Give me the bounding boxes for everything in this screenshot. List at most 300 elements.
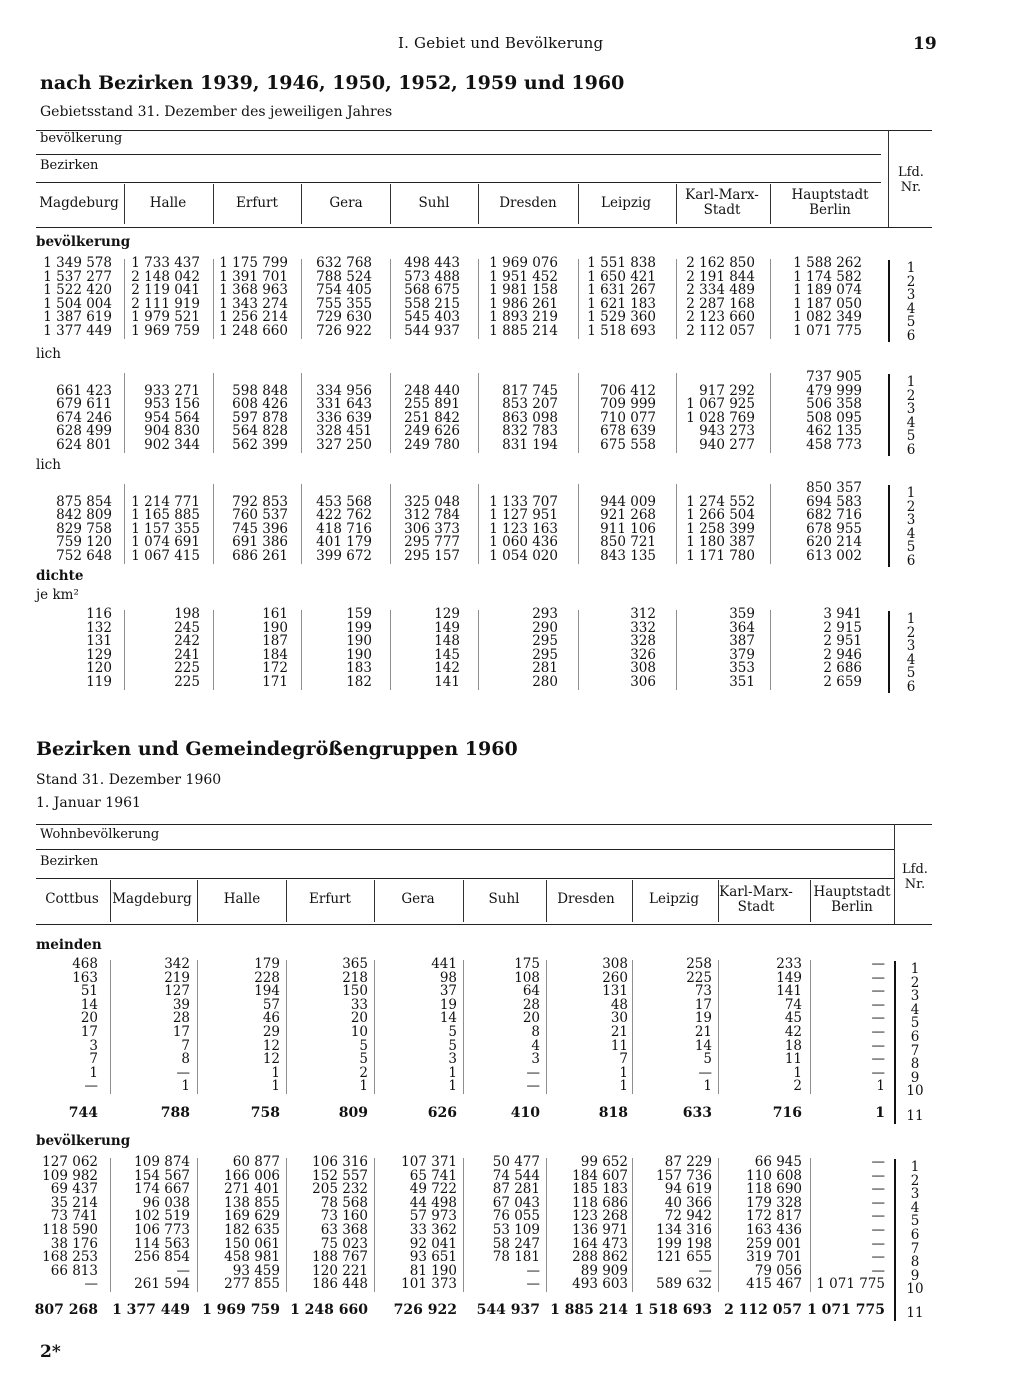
table1-cell: 792 853 (232, 493, 288, 510)
table2-section-label: bevölkerung (36, 1133, 131, 1149)
table2-cell: 109 982 (42, 1167, 98, 1184)
table1-cell: 613 002 (806, 548, 862, 564)
table1-cell: 624 801 (56, 437, 112, 453)
table2-cell: 288 862 (572, 1249, 628, 1266)
table2-cell: — (176, 1064, 190, 1081)
table1-cell: 1 343 274 (219, 295, 288, 312)
table1-cell: 1 133 707 (489, 493, 558, 510)
table1-cell: 943 273 (699, 423, 755, 440)
table2-cell: 69 437 (50, 1181, 98, 1198)
table2-lfd-number: 1 (910, 1159, 920, 1175)
table2-cell: 18 (784, 1037, 802, 1054)
table2-cell: 11 (610, 1037, 628, 1054)
table2-cell: 107 371 (401, 1154, 457, 1170)
table1-cell: 1 266 504 (686, 507, 755, 524)
table1-cell: 1 187 050 (793, 295, 862, 312)
table2-total-cell: 1 518 693 (634, 1302, 712, 1318)
table2-cell: 39 (172, 996, 190, 1013)
table1-cell: 1 551 838 (587, 255, 656, 271)
table1-cell: 198 (174, 606, 200, 622)
table1-bezirke-label: Bezirken (40, 158, 99, 173)
table1-cell: 399 672 (316, 548, 372, 564)
table2-total-cell: 744 (68, 1105, 98, 1121)
table2-lfd-number: 8 (910, 1254, 920, 1271)
table2-cell: 5 (359, 1037, 368, 1054)
table1-cell: 620 214 (806, 534, 862, 551)
table1-cell: 2 946 (823, 646, 862, 663)
table2-cell: 172 817 (746, 1208, 802, 1225)
table1-lfd-number: 2 (906, 387, 916, 404)
table2-cell: 127 (164, 983, 190, 1000)
table1-cell: 597 878 (232, 409, 288, 426)
table2-cell: 33 (350, 996, 368, 1013)
table2-cell: 123 268 (572, 1208, 628, 1225)
table2-cell: 98 (439, 969, 457, 986)
table2-cell: 169 629 (224, 1208, 280, 1225)
table1-cell: 418 716 (316, 520, 372, 537)
table1-cell: 1 256 214 (219, 309, 288, 326)
table2-cell: — (84, 1276, 98, 1293)
table2-col-header: Magdeburg (112, 891, 192, 907)
table1-cell: 691 386 (232, 534, 288, 551)
table1-col-header: Suhl (418, 195, 450, 211)
table2-col-header: Erfurt (309, 891, 351, 907)
table1-col-header: Leipzig (601, 195, 651, 211)
table1-cell: 306 373 (404, 520, 460, 537)
table2-lfd-number: 10 (906, 1281, 924, 1298)
table1-banner: bevölkerung (40, 131, 123, 146)
table2-cell: 157 736 (656, 1167, 712, 1184)
table1-lfd-label: Lfd. Nr. (898, 165, 924, 195)
table2-cell: 127 062 (42, 1154, 98, 1170)
table2-cell: 120 221 (312, 1262, 368, 1279)
table1-cell: 706 412 (600, 382, 656, 399)
table1-lfd-number: 4 (906, 300, 916, 317)
table1-cell: 686 261 (232, 548, 288, 564)
table1-cell: 1 165 885 (131, 507, 200, 524)
table2-cell: 365 (342, 956, 368, 972)
table1-cell: 159 (346, 606, 372, 622)
table1-cell: 2 659 (823, 674, 862, 690)
table2-cell: 20 (522, 1010, 540, 1027)
table1-cell: 334 956 (316, 382, 372, 399)
table1-cell: 1 885 214 (489, 323, 558, 339)
table2-cell: 19 (694, 1010, 712, 1027)
table2-cell: 5 (448, 1037, 457, 1054)
table2-cell: 45 (784, 1010, 802, 1027)
table1-cell: 745 396 (232, 520, 288, 537)
table2-cell: 10 (350, 1024, 368, 1040)
table1-cell: 508 095 (806, 409, 862, 426)
table2-cell: 2 (793, 1078, 802, 1095)
table2-cell: 259 001 (746, 1235, 802, 1252)
table1-cell: 332 (630, 619, 656, 636)
table1-cell: 1 157 355 (131, 520, 200, 537)
table1-cell: 458 773 (806, 437, 862, 453)
table1-cell: 3 941 (823, 606, 862, 622)
table1-cell: 1 067 415 (131, 548, 200, 564)
table2-cell: 261 594 (134, 1276, 190, 1293)
table1-lfd-number: 3 (906, 638, 916, 655)
table1-cell: 353 (729, 660, 755, 677)
table1-cell: 1 189 074 (793, 282, 862, 299)
table2-cell: — (871, 1262, 885, 1279)
table2-cell: 441 (431, 956, 457, 972)
table2-cell: 5 (448, 1024, 457, 1040)
table2-col-header: Halle (223, 891, 261, 907)
table2-total-cell: 1 071 775 (807, 1302, 885, 1318)
table1-cell: 326 (630, 646, 656, 663)
table1-cell: 142 (434, 660, 460, 677)
table1-cell: 1 986 261 (489, 295, 558, 312)
table2-cell: — (526, 1262, 540, 1279)
table2-cell: — (871, 1037, 885, 1054)
table1-cell: 562 399 (232, 437, 288, 453)
table1-cell: 729 630 (316, 309, 372, 326)
table2-cell: 118 690 (746, 1181, 802, 1198)
table1-cell: 675 558 (600, 437, 656, 453)
table1-cell: 1 175 799 (219, 255, 288, 271)
table1-cell: 1 529 360 (587, 309, 656, 326)
table1-cell: 902 344 (144, 437, 200, 453)
table1-cell: 251 842 (404, 409, 460, 426)
table2-cell: 199 198 (656, 1235, 712, 1252)
table1-cell: 694 583 (806, 493, 862, 510)
table1-lfd-number: 1 (906, 260, 916, 276)
table1-cell: 1 180 387 (686, 534, 755, 551)
table2-cell: 1 (89, 1064, 98, 1081)
table1-lfd-number: 6 (906, 328, 916, 344)
table1-cell: 1 054 020 (489, 548, 558, 564)
table2-cell: 60 877 (232, 1154, 280, 1170)
table2-cell: 205 232 (312, 1181, 368, 1198)
table2-cell: 79 056 (754, 1262, 802, 1279)
table2-total-cell: 716 (772, 1105, 802, 1121)
table1-cell: 863 098 (502, 409, 558, 426)
running-title: I. Gebiet und Bevölkerung (398, 34, 604, 52)
table2-cell: — (871, 1024, 885, 1040)
table2-cell: — (871, 1167, 885, 1184)
table2-lfd-number: 6 (910, 1227, 920, 1243)
table1-cell: 2 123 660 (686, 309, 755, 326)
table2-cell: 415 467 (746, 1276, 802, 1293)
table2-cell: 64 (522, 983, 540, 1000)
table2-cell: 258 (686, 956, 712, 972)
table1-cell: 678 639 (600, 423, 656, 440)
table2-cell: 106 316 (312, 1154, 368, 1170)
table1-cell: 119 (86, 674, 112, 690)
table1-lfd-number: 2 (906, 273, 916, 290)
table2-cell: 174 667 (134, 1181, 190, 1198)
table1-cell: 145 (434, 646, 460, 663)
table1-col-header: Hauptstadt Berlin (791, 187, 869, 218)
table1-cell: 331 643 (316, 396, 372, 413)
table1-cell: 679 611 (56, 396, 112, 413)
table1-cell: 190 (346, 646, 372, 663)
table1-cell: 184 (262, 646, 288, 663)
table1-section-label: lich (36, 457, 61, 473)
table1-cell: 295 777 (404, 534, 460, 551)
table2-cell: 150 061 (224, 1235, 280, 1252)
table1-cell: 2 148 042 (131, 268, 200, 285)
table2-total-cell: 758 (250, 1105, 280, 1121)
table1-lfd-number: 3 (906, 401, 916, 418)
table2-cell: 78 181 (492, 1249, 540, 1266)
table1-cell: 116 (86, 606, 112, 622)
table2-cell: 1 (181, 1078, 190, 1095)
table1-cell: 564 828 (232, 423, 288, 440)
table1-cell: 737 905 (806, 369, 862, 385)
table2-lfd-number: 1 (910, 961, 920, 977)
table1-cell: 1 171 780 (686, 548, 755, 564)
table1-lfd-number: 5 (906, 428, 916, 445)
table1-cell: 1 071 775 (793, 323, 862, 339)
table2-cell: 14 (694, 1037, 712, 1054)
table1-cell: 752 648 (56, 548, 112, 564)
table2-cell: 118 590 (42, 1222, 98, 1238)
table2-cell: 67 043 (492, 1194, 540, 1211)
table2-cell: — (871, 1154, 885, 1170)
table2-cell: 12 (262, 1051, 280, 1068)
table1-lfd-number: 4 (906, 525, 916, 542)
table1-cell: 295 157 (404, 548, 460, 564)
table2-cell: 58 247 (492, 1235, 540, 1252)
table2-cell: 73 (694, 983, 712, 1000)
table2-cell: 94 619 (664, 1181, 712, 1198)
table2-lfd-number: 7 (910, 1042, 920, 1059)
table1-cell: 545 403 (404, 309, 460, 326)
table1-col-header: Dresden (499, 195, 557, 211)
table1-cell: 280 (532, 674, 558, 690)
table1-cell: 1 258 399 (686, 520, 755, 537)
table1-cell: 242 (174, 633, 200, 650)
table1-cell: 2 686 (823, 660, 862, 677)
table2-cell: 7 (89, 1051, 98, 1068)
table1-cell: 308 (630, 660, 656, 677)
table1-cell: 568 675 (404, 282, 460, 299)
table2-total-cell: 818 (598, 1105, 628, 1121)
table1-cell: 131 (86, 633, 112, 650)
table1-cell: 674 246 (56, 409, 112, 426)
table1-cell: 1 123 163 (489, 520, 558, 537)
table1-section-unit: je km² (36, 587, 79, 603)
table1-cell: 682 716 (806, 507, 862, 524)
table2-cell: 1 (448, 1078, 457, 1095)
table2-cell: — (871, 1051, 885, 1068)
table1-cell: 1 368 963 (219, 282, 288, 299)
table2-cell: 73 741 (50, 1208, 98, 1225)
table2-cell: 175 (514, 956, 540, 972)
table1-cell: 944 009 (600, 493, 656, 510)
table2-subtitle-date: Stand 31. Dezember 1960 (36, 772, 222, 788)
table1-lfd-number: 2 (906, 498, 916, 515)
table1-cell: 120 (86, 660, 112, 677)
table2-cell: 4 (531, 1037, 540, 1054)
table2-cell: 48 (610, 996, 628, 1013)
table2-cell: 63 368 (320, 1222, 368, 1238)
table1-cell: 351 (729, 674, 755, 690)
table2-cell: 78 568 (320, 1194, 368, 1211)
table2-cell: 1 (876, 1078, 885, 1095)
table2-cell: 136 971 (572, 1222, 628, 1238)
table2-lfd-number: 2 (910, 974, 920, 991)
table2-cell: 1 (793, 1064, 802, 1081)
table1-cell: 921 268 (600, 507, 656, 524)
table2-cell: 12 (262, 1037, 280, 1054)
table1-cell: 829 758 (56, 520, 112, 537)
table2-cell: — (871, 1010, 885, 1027)
table2-cell: 87 281 (492, 1181, 540, 1198)
table1-cell: 2 915 (823, 619, 862, 636)
table2-cell: 5 (703, 1051, 712, 1068)
table2-cell: — (176, 1262, 190, 1279)
table1-cell: 2 162 850 (686, 255, 755, 271)
table2-cell: 42 (784, 1024, 802, 1040)
table2-cell: 114 563 (134, 1235, 190, 1252)
table1-cell: 788 524 (316, 268, 372, 285)
table2-cell: 38 176 (50, 1235, 98, 1252)
table2-cell: 3 (89, 1037, 98, 1054)
table2-cell: 5 (359, 1051, 368, 1068)
table2-cell: 186 448 (312, 1276, 368, 1293)
table2-cell: — (871, 1064, 885, 1081)
table2-lfd-number: 4 (910, 1001, 920, 1018)
table2-lfd-number: 3 (910, 1186, 920, 1203)
table2-cell: 65 741 (409, 1167, 457, 1184)
table2-cell: 96 038 (142, 1194, 190, 1211)
table2-title: Bezirken und Gemeindegrößengruppen 1960 (36, 738, 518, 760)
table2-cell: 33 362 (409, 1222, 457, 1238)
table1-cell: 132 (86, 619, 112, 636)
table1-cell: 1 082 349 (793, 309, 862, 326)
table2-cell: 28 (172, 1010, 190, 1027)
table1-cell: 199 (346, 619, 372, 636)
table1-cell: 608 426 (232, 396, 288, 413)
table2-subtitle-date2: 1. Januar 1961 (36, 795, 141, 811)
table1-col-header: Erfurt (236, 195, 278, 211)
table2-cell: 101 373 (401, 1276, 457, 1293)
table2-cell: 493 603 (572, 1276, 628, 1293)
table1-cell: 359 (729, 606, 755, 622)
table2-cell: 194 (254, 983, 280, 1000)
table1-cell: 726 922 (316, 323, 372, 339)
table1-cell: 462 135 (806, 423, 862, 440)
table2-cell: 37 (439, 983, 457, 1000)
table2-cell: 49 722 (409, 1181, 457, 1198)
table1-cell: 1 631 267 (587, 282, 656, 299)
table2-total-cell: 726 922 (393, 1302, 457, 1318)
table2-total-cell: 2 112 057 (724, 1302, 802, 1318)
table2-total-cell: 788 (160, 1105, 190, 1121)
table1-lfd-number: 3 (906, 512, 916, 529)
table1-cell: 755 355 (316, 295, 372, 312)
table2-cell: 131 (602, 983, 628, 1000)
table1-cell: 149 (434, 619, 460, 636)
table2-total-cell: 633 (682, 1105, 712, 1121)
table1-lfd-number: 5 (906, 665, 916, 682)
table1-cell: 954 564 (144, 409, 200, 426)
table1-cell: 328 (630, 633, 656, 650)
table1-cell: 453 568 (316, 493, 372, 510)
table1-cell: 940 277 (699, 437, 755, 453)
table2-cell: 72 942 (664, 1208, 712, 1225)
table1-cell: 295 (532, 646, 558, 663)
table1-lfd-number: 4 (906, 414, 916, 431)
table1-lfd-number: 6 (906, 442, 916, 458)
table1-cell: 336 639 (316, 409, 372, 426)
table2-cell: 3 (448, 1051, 457, 1068)
table2-cell: 19 (439, 996, 457, 1013)
table1-cell: 2 111 919 (131, 295, 200, 312)
table1-cell: 306 (630, 674, 656, 690)
table1-cell: 759 120 (56, 534, 112, 551)
table1-cell: 506 358 (806, 396, 862, 413)
table1-cell: 183 (346, 660, 372, 677)
table1-cell: 225 (174, 660, 200, 677)
table1-cell: 904 830 (144, 423, 200, 440)
table2-cell: 51 (80, 983, 98, 1000)
table2-cell: — (871, 1235, 885, 1252)
table2-cell: 92 041 (409, 1235, 457, 1252)
table1-cell: 1 733 437 (131, 255, 200, 271)
table1-cell: 1 028 769 (686, 409, 755, 426)
table1-lfd-number: 1 (906, 485, 916, 501)
table2-cell: 1 (448, 1064, 457, 1081)
table2-total-cell: 1 (875, 1105, 885, 1121)
table2-cell: — (871, 956, 885, 972)
table1-cell: 628 499 (56, 423, 112, 440)
table2-total-cell: 809 (338, 1105, 368, 1121)
table1-cell: 129 (434, 606, 460, 622)
table2-cell: 46 (262, 1010, 280, 1027)
table1-cell: 293 (532, 606, 558, 622)
table2-col-header: Hauptstadt Berlin (813, 884, 891, 915)
table2-total-cell: 1 969 759 (202, 1302, 280, 1318)
table1-cell: 241 (174, 646, 200, 663)
table2-cell: 17 (172, 1024, 190, 1040)
table2-cell: 164 473 (572, 1235, 628, 1252)
table1-cell: 632 768 (316, 255, 372, 271)
table1-cell: 1 214 771 (131, 493, 200, 510)
table1-section-label: bevölkerung (36, 234, 131, 250)
table2-cell: 14 (439, 1010, 457, 1027)
table2-cell: 468 (72, 956, 98, 972)
table2-cell: — (871, 1181, 885, 1198)
table2-lfd-number: 10 (906, 1083, 924, 1100)
table2-cell: 35 214 (50, 1194, 98, 1211)
table2-cell: — (526, 1064, 540, 1081)
table2-total-cell: 410 (510, 1105, 540, 1121)
table2-cell: — (871, 996, 885, 1013)
table1-col-header: Karl-Marx- Stadt (685, 187, 759, 218)
table1-cell: 1 979 521 (131, 309, 200, 326)
table2-cell: 458 981 (224, 1249, 280, 1266)
table2-cell: 8 (531, 1024, 540, 1040)
table1-cell: 2 334 489 (686, 282, 755, 299)
table2-section-label: meinden (36, 937, 102, 953)
table2-cell: 179 328 (746, 1194, 802, 1211)
table1-lfd-number: 4 (906, 651, 916, 668)
table1-cell: 678 955 (806, 520, 862, 537)
table1-cell: 2 951 (823, 633, 862, 650)
table1-cell: 141 (434, 674, 460, 690)
table2-cell: 256 854 (134, 1249, 190, 1266)
table1-cell: 1 981 158 (489, 282, 558, 299)
table2-bezirke-label: Bezirken (40, 854, 99, 869)
table2-cell: 93 459 (232, 1262, 280, 1279)
table1-cell: 1 522 420 (43, 282, 112, 299)
table2-cell: 225 (686, 969, 712, 986)
